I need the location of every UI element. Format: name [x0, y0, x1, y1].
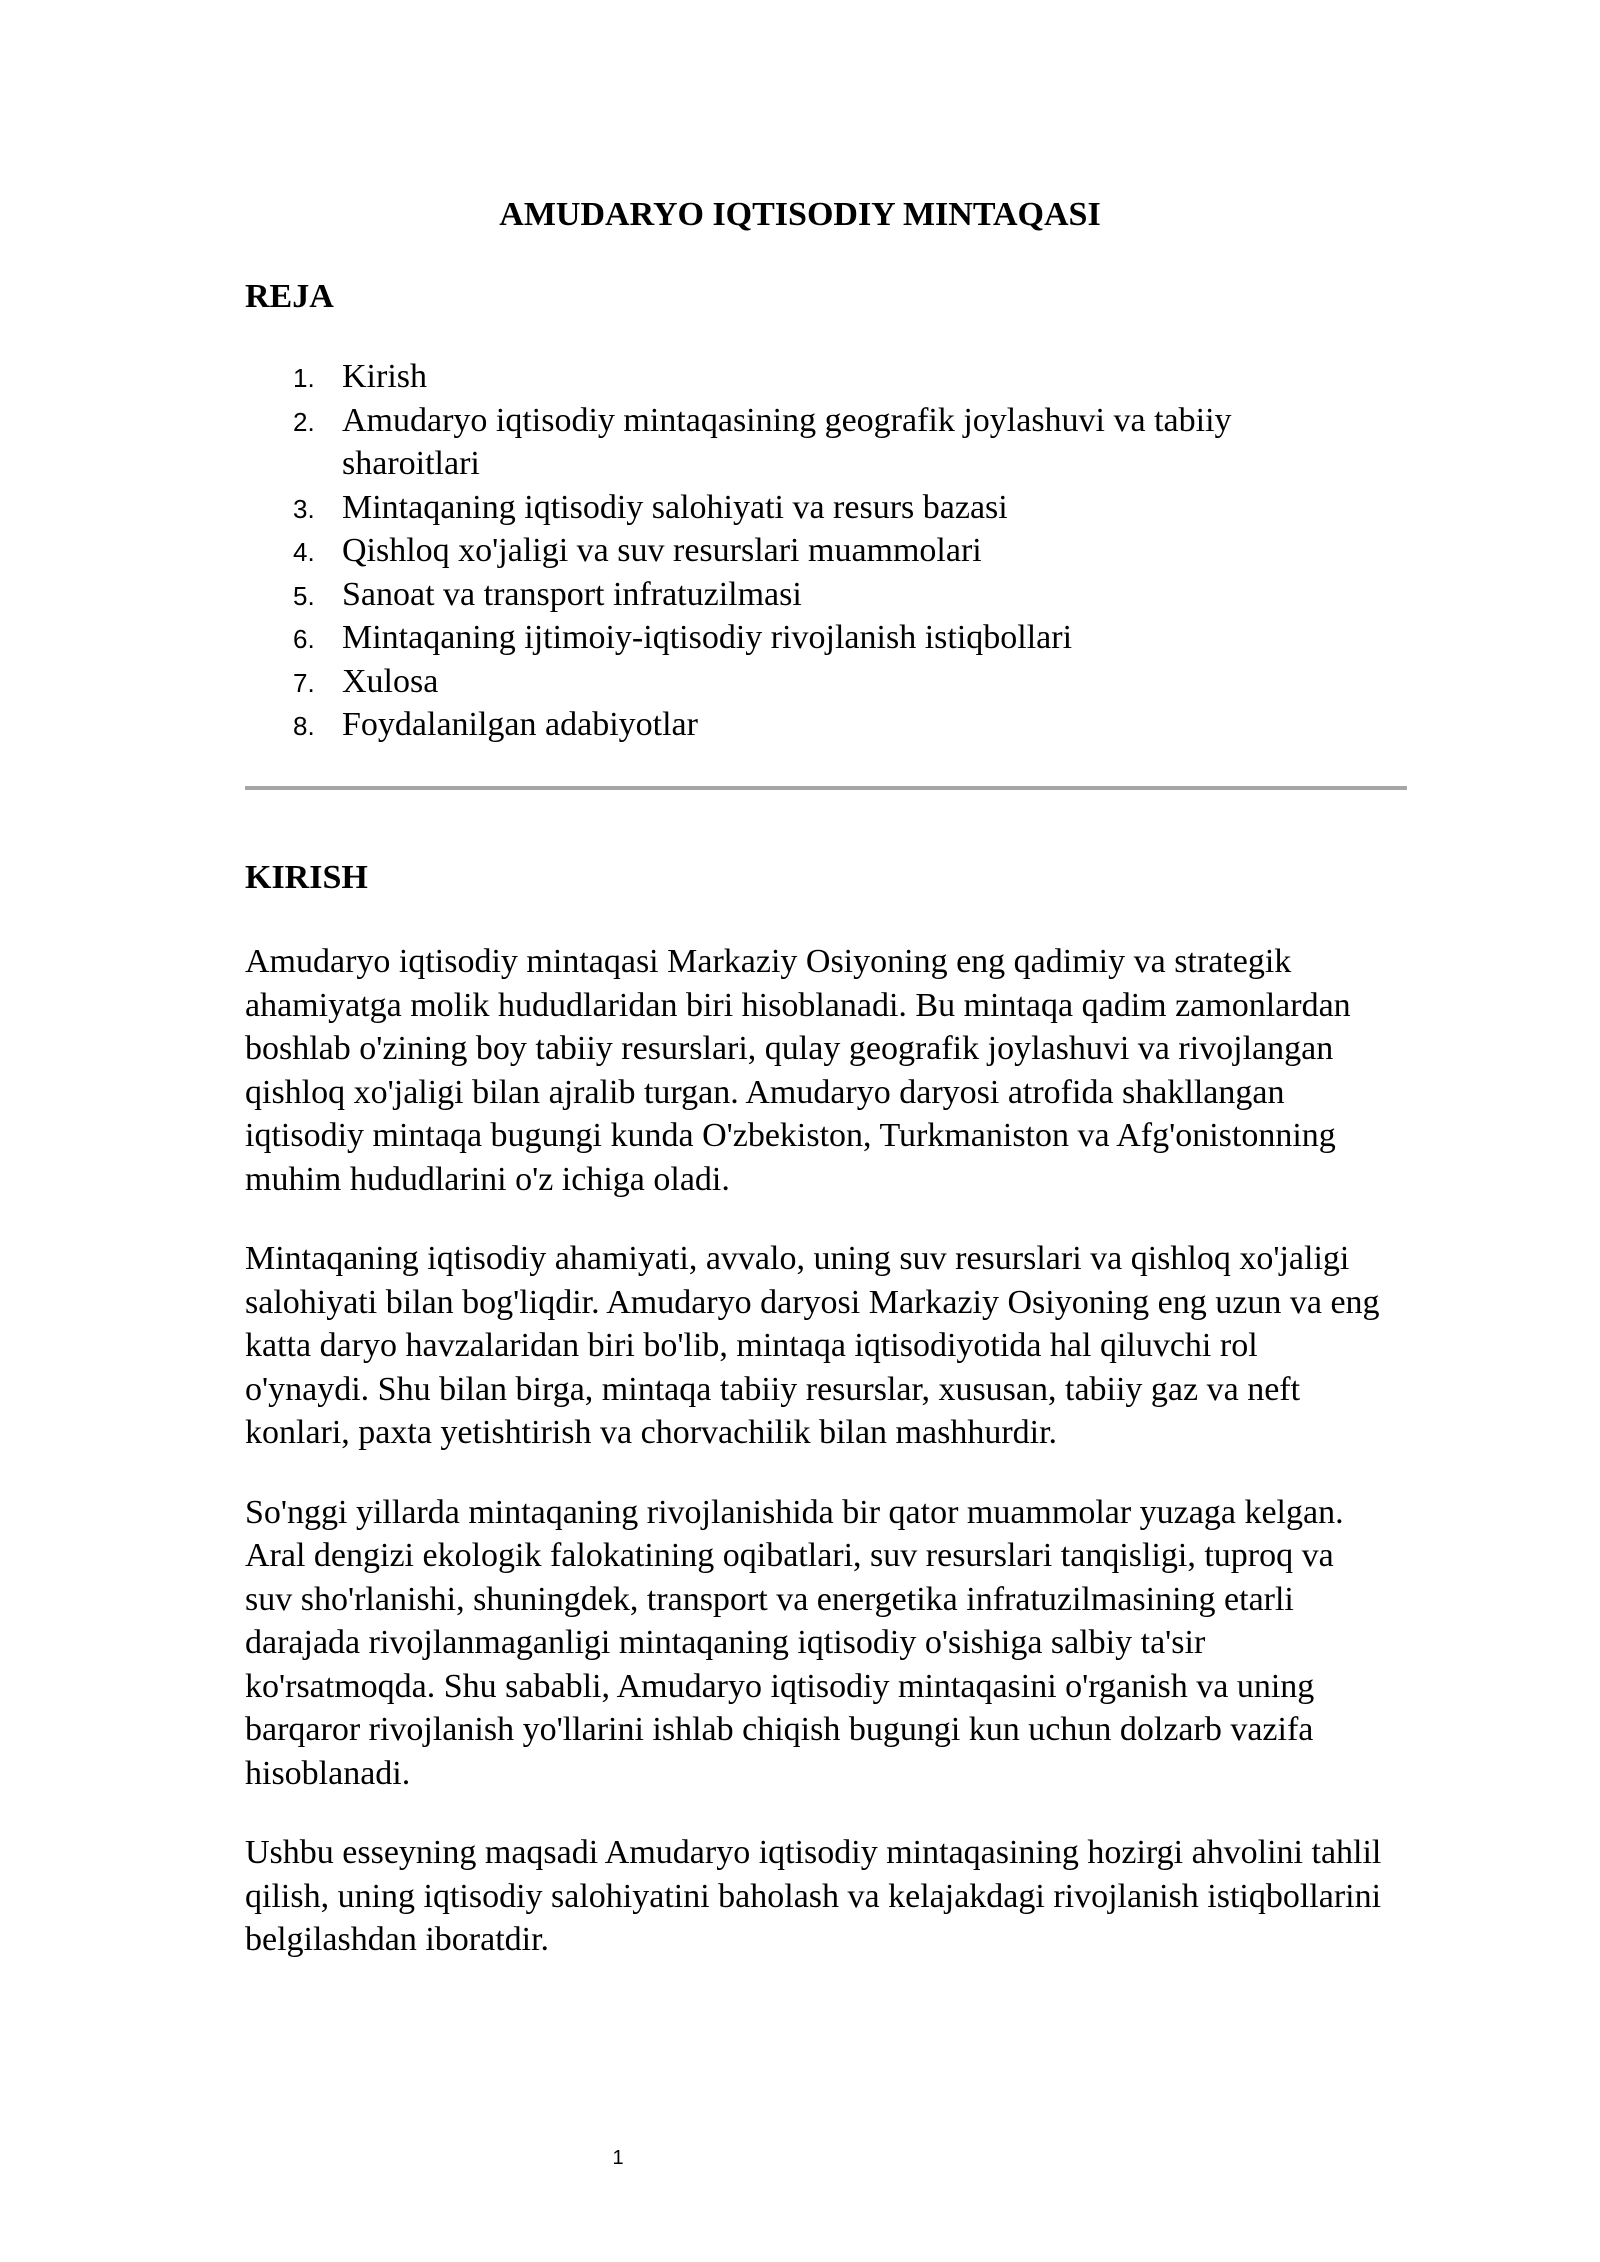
introduction-heading: KIRISH	[245, 859, 368, 896]
plan-heading: REJA	[245, 278, 334, 315]
plan-item-text: Qishloq xo'jaligi va suv resurslari muammolari	[342, 532, 982, 569]
plan-item	[245, 616, 1375, 660]
plan-item	[245, 399, 1375, 486]
page-number: 1	[612, 2147, 624, 2169]
plan-item-number: 3.	[293, 493, 315, 524]
introduction-paragraph: Ushbu esseyning maqsadi Amudaryo iqtisodiy mintaqasining hozirgi ahvolini tahlil qilish, uning iqtisodiy salohiyatini baholash va kelajakdagi rivojlanish istiqbollarini belgilashdan iboratdir.	[245, 1834, 1382, 1958]
plan-item-number: 6.	[293, 624, 315, 654]
plan-item-text: Amudaryo iqtisodiy mintaqasining geografik joylashuvi va tabiiy sharoitlari	[342, 401, 1232, 482]
plan-item	[245, 355, 1375, 399]
plan-item-text: Xulosa	[342, 662, 439, 700]
plan-item-number: 8.	[293, 711, 315, 741]
plan-item	[245, 573, 1375, 617]
plan-item-number: 2.	[293, 406, 315, 437]
document-title: AMUDARYO IQTISODIY MINTAQASI	[499, 196, 1101, 233]
plan-item	[245, 486, 1375, 530]
plan-list	[245, 355, 1375, 747]
plan-item	[245, 660, 1375, 704]
plan-item-text: Mintaqaning iqtisodiy salohiyati va resurs bazasi	[342, 488, 1008, 526]
horizontal-divider	[245, 786, 1407, 790]
plan-item-number: 1.	[293, 363, 315, 393]
plan-item-number: 7.	[293, 667, 315, 698]
plan-item	[245, 703, 1375, 747]
introduction-paragraph: So'nggi yillarda mintaqaning rivojlanishida bir qator muammolar yuzaga kelgan. Aral dengizi ekologik falokatining oqibatlari, suv resurslari tanqisligi, tuproq va suv sho'rlanishi, shuningdek, transport va energetika infratuzilmasining etarli darajada rivojlanmaganligi mintaqaning iqtisodiy o'sishiga salbiy ta'sir ko'rsatmoqda. Shu sababli, Amudaryo iqtisodiy mintaqasini o'rganish va uning barqaror rivojlanish yo'llarini ishlab chiqish bugungi kun uchun dolzarb vazifa hisoblanadi.	[245, 1493, 1344, 1792]
plan-item-text: Foydalanilgan adabiyotlar	[342, 706, 698, 743]
plan-item-number: 5.	[293, 580, 315, 611]
plan-item-text: Kirish	[342, 358, 427, 395]
introduction-paragraph: Amudaryo iqtisodiy mintaqasi Markaziy Osiyoning eng qadimiy va strategik ahamiyatga molik hududlaridan biri hisoblanadi. Bu mintaqa qadim zamonlardan boshlab o'zining boy tabiiy resurslari, qulay geografik joylashuvi va rivojlangan qishloq xo'jaligi bilan ajralib turgan. Amudaryo daryosi atrofida shakllangan iqtisodiy mintaqa bugungi kunda O'zbekiston, Turkmaniston va Afg'onistonning muhim hududlarini o'z ichiga oladi.	[245, 943, 1351, 1198]
plan-item-number: 4.	[293, 537, 315, 567]
plan-item	[245, 529, 1375, 573]
introduction-body	[245, 940, 1385, 1998]
plan-item-text: Sanoat va transport infratuzilmasi	[342, 575, 802, 613]
introduction-paragraph: Mintaqaning iqtisodiy ahamiyati, avvalo, uning suv resurslari va qishloq xo'jaligi salohiyati bilan bog'liqdir. Amudaryo daryosi Markaziy Osiyoning eng uzun va eng katta daryo havzalaridan biri bo'lib, mintaqa iqtisodiyotida hal qiluvchi rol o'ynaydi. Shu bilan birga, mintaqa tabiiy resurslar, xususan, tabiiy gaz va neft konlari, paxta yetishtirish va chorvachilik bilan mashhurdir.	[245, 1240, 1380, 1451]
plan-item-text: Mintaqaning ijtimoiy-iqtisodiy rivojlanish istiqbollari	[342, 619, 1073, 656]
